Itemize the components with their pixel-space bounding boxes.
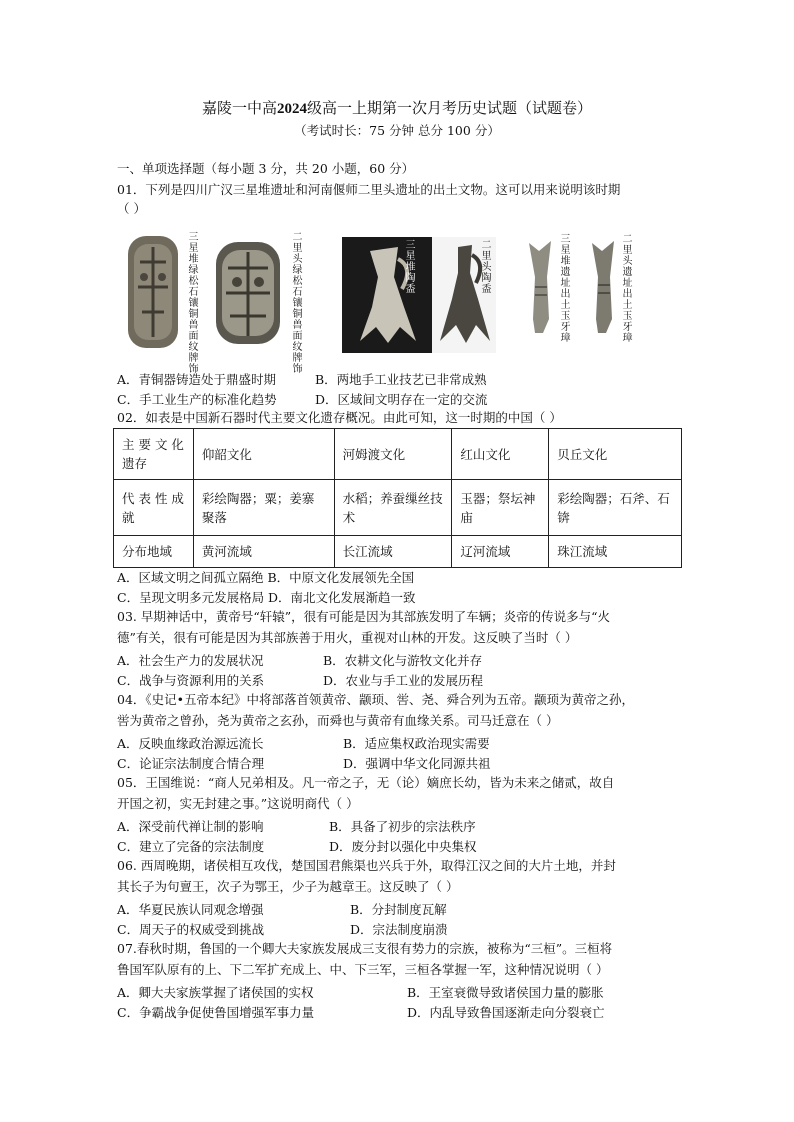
q4-option-a[interactable]: A．反映血缘政治源远流长 [117,736,264,751]
page-subtitle: （考试时长：75 分钟 总分 100 分） [294,123,500,138]
question-6-line-1: 06. 西周晚期，诸侯相互攻伐，楚国国君熊渠也兴兵于外，取得江汉之间的大片土地，并封 [117,858,616,873]
table-cell: 代 表 性 成 就 [114,480,194,536]
page-title: 嘉陵一中高2024级高一上期第一次月考历史试题（试题卷） [201,99,593,117]
table-cell: 仰韶文化 [193,429,334,480]
table-row [114,536,682,568]
q1-option-c[interactable]: C．手工业生产的标准化趋势 [117,392,277,407]
table-cell: 贝丘文化 [549,429,682,480]
q7-option-d[interactable]: D．内乱导致鲁国逐渐走向分裂衰亡 [407,1005,605,1020]
image-label-3: 三星堆 陶盉 [405,240,416,295]
q4-option-b[interactable]: B．适应集权政治现实需要 [343,736,490,751]
q6-option-c[interactable]: C．周天子的权威受到挑战 [117,922,265,937]
question-6-line-2: 其长子为句亶王，次子为鄂王，少子为越章王。这反映了（ ） [117,879,459,894]
sanxingdui-yazhang-image [525,237,557,337]
question-5-line-2: 开国之初，实无封建之事。”这说明商代（ ） [117,796,359,811]
table-cell: 红山文化 [452,429,549,480]
q3-option-d[interactable]: D．农业与手工业的发展历程 [323,673,484,688]
q7-option-c[interactable]: C．争霸战争促使鲁国增强军事力量 [117,1005,315,1020]
table-cell: 主 要 文 化 遗存 [114,429,194,480]
q2-options-ab[interactable]: A．区域文明之间孤立隔绝 B．中原文化发展领先全国 [117,570,415,585]
table-cell: 彩绘陶器；粟；姜寨聚落 [193,480,334,536]
q3-option-b[interactable]: B．农耕文化与游牧文化并存 [323,653,483,668]
question-3-line-2: 德”有关，很有可能是因为其部族善于用火，重视对山林的开发。这反映了当时（ ） [117,630,578,645]
q4-option-d[interactable]: D．强调中华文化同源共祖 [343,756,491,771]
table-cell: 水稻；养蚕缫丝技术 [334,480,452,536]
table-cell: 河姆渡文化 [334,429,452,480]
table-cell: 辽河流域 [452,536,549,568]
q6-option-a[interactable]: A．华夏民族认同观念增强 [117,902,264,917]
question-1-stem: 01．下列是四川广汉三星堆遗址和河南偃师二里头遗址的出土文物。这可以用来说明该时期 [117,182,621,197]
table-cell: 长江流域 [334,536,452,568]
table-cell: 黄河流域 [193,536,334,568]
q7-option-a[interactable]: A．卿大夫家族掌握了诸侯国的实权 [117,985,314,1000]
image-label-4: 二里头 陶盉 [481,240,492,295]
q5-option-a[interactable]: A．深受前代禅让制的影响 [117,819,264,834]
question-7-line-2: 鲁国军队原有的上、下二军扩充成上、中、下三军，三桓各掌握一军，这种情况说明（ ） [117,962,609,977]
question-5-line-1: 05．王国维说：“商人兄弟相及。凡一帝之子，无（论）嫡庶长幼，皆为未来之储贰，故自 [117,775,615,790]
image-label-1: 三星堆绿松石镶铜兽面纹牌饰 [188,232,199,375]
image-label-6: 二里头遗址出土玉牙璋 [622,234,633,344]
question-2-stem: 02．如表是中国新石器时代主要文化遗存概况。由此可知，这一时期的中国（ ） [117,410,562,425]
table-cell: 珠江流域 [549,536,682,568]
q3-option-c[interactable]: C．战争与资源利用的关系 [117,673,265,688]
q4-option-c[interactable]: C．论证宗法制度合情合理 [117,756,265,771]
q5-option-c[interactable]: C．建立了完备的宗法制度 [117,839,265,854]
q1-option-a[interactable]: A．青铜器铸造处于鼎盛时期 [117,372,277,387]
q2-options-cd[interactable]: C．呈现文明多元发展格局 D．南北文化发展渐趋一致 [117,590,416,605]
question-7-line-1: 07.春秋时期，鲁国的一个卿大夫家族发展成三支很有势力的宗族，被称为“三桓”。三桓将 [117,941,613,956]
erlitou-yazhang-image [588,237,620,337]
culture-table [113,428,682,568]
sanxingdui-jug-image [342,237,432,353]
erlitou-plaque-image [210,238,286,348]
question-3-line-1: 03. 早期神话中，黄帝号“轩辕”，很有可能是因为其部族发明了车辆；炎帝的传说多与“火 [117,609,611,624]
table-row [114,480,682,536]
question-1-stem-paren: （ ） [117,201,146,216]
q1-option-d[interactable]: D．区域间文明存在一定的交流 [315,392,488,407]
q3-option-a[interactable]: A．社会生产力的发展状况 [117,653,264,668]
table-row [114,429,682,480]
image-label-2: 二里头绿松石镶铜兽面纹牌饰 [292,232,303,375]
sanxingdui-plaque-image [120,232,186,352]
q5-option-b[interactable]: B．具备了初步的宗法秩序 [329,819,476,834]
q1-option-b[interactable]: B．两地手工业技艺已非常成熟 [315,372,487,387]
table-cell: 玉器；祭坛神庙 [452,480,549,536]
q6-option-d[interactable]: D．宗法制度崩溃 [350,922,448,937]
q7-option-b[interactable]: B．王室衰微导致诸侯国力量的膨胀 [407,985,604,1000]
question-4-line-1: 04．《史记•五帝本纪》中将部落首领黄帝、颛顼、喾、尧、舜合列为五帝。颛顼为黄帝之孙， [117,692,635,707]
table-cell: 分布地域 [114,536,194,568]
q5-option-d[interactable]: D．废分封以强化中央集权 [329,839,477,854]
image-label-5: 三星堆遗址出土玉牙璋 [560,234,571,344]
table-cell: 彩绘陶器；石斧、石锛 [549,480,682,536]
section-heading: 一、单项选择题（每小题 3 分，共 20 小题，60 分） [117,161,415,176]
question-4-line-2: 喾为黄帝之曾孙，尧为黄帝之玄孙，而舜也与黄帝有血缘关系。司马迁意在（ ） [117,713,559,728]
q6-option-b[interactable]: B．分封制度瓦解 [350,902,447,917]
